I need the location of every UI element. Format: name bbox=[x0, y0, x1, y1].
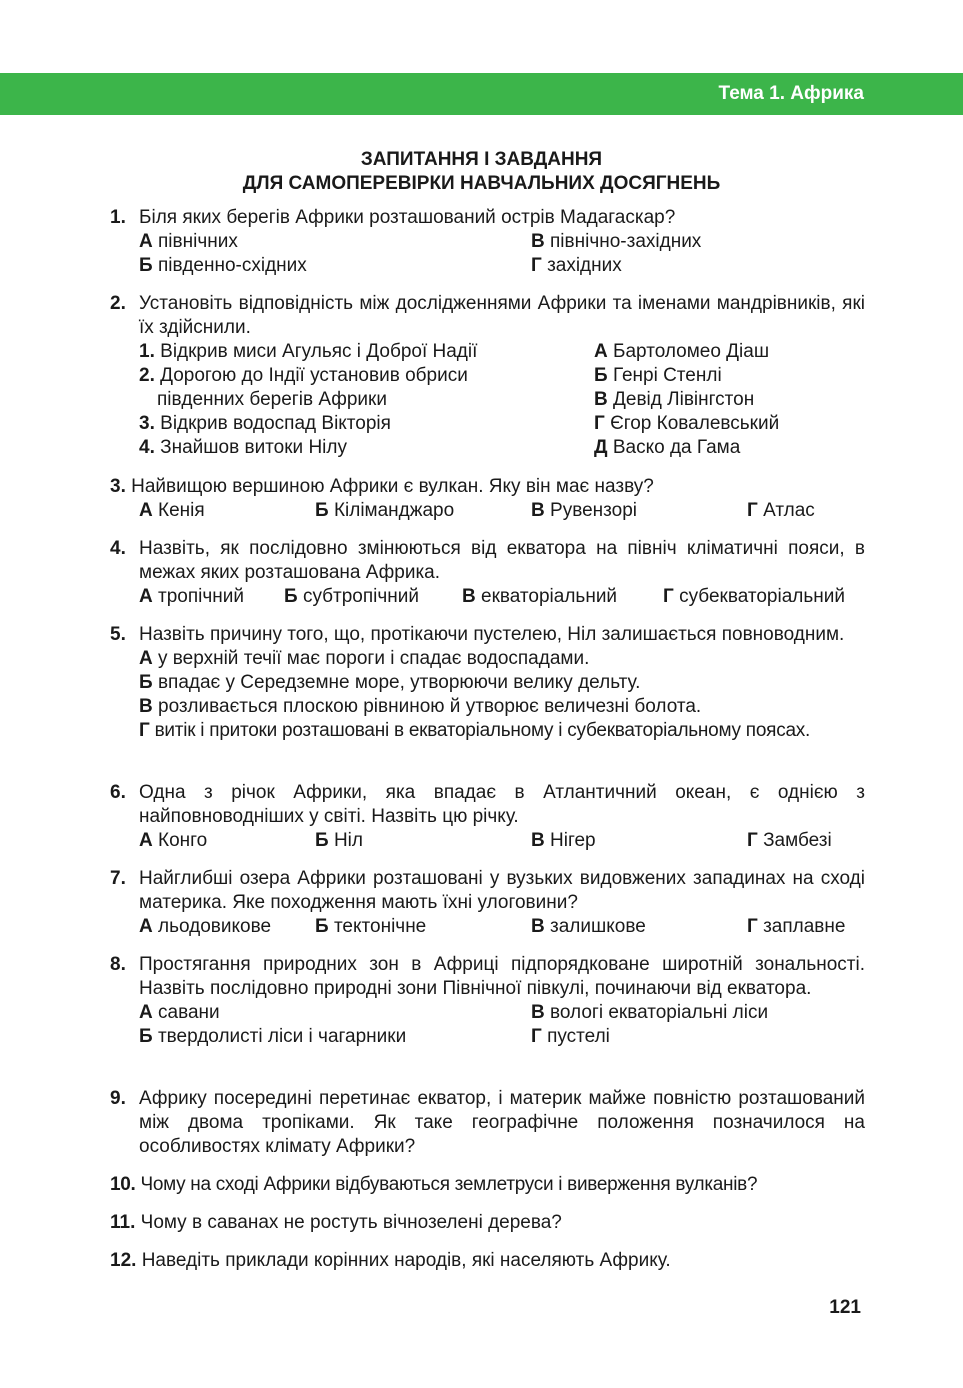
matching-option: А Бартоломео Діаш bbox=[594, 341, 770, 362]
question-text: Найвищою вершиною Африки є вулкан. Яку він має назву? bbox=[131, 476, 654, 497]
matching-option: Б Генрі Стенлі bbox=[594, 365, 722, 386]
matching-table bbox=[139, 340, 865, 460]
answer-option: В північно-західних bbox=[531, 231, 702, 252]
answer-option: Г пустелі bbox=[531, 1026, 610, 1047]
question-text: Назвіть, як послідовно змінюються від екватора на північ кліматичні пояси, в межах яких розташована Африка. bbox=[139, 538, 865, 583]
answer-row bbox=[139, 1001, 865, 1025]
matching-item: 1. Відкрив миси Агульяс і Доброї Надії bbox=[139, 341, 478, 362]
answer-option: Б Кіліманджаро bbox=[315, 500, 455, 521]
answer-row bbox=[139, 585, 865, 609]
question-3 bbox=[110, 475, 865, 523]
question-text: Найглибші озера Африки розташовані у вузьких видовжених западинах на сході материка. Яке походження мають їхні улоговини? bbox=[139, 868, 865, 913]
answer-option: Б твердолисті ліси і чагарники bbox=[139, 1026, 407, 1047]
answer-row bbox=[139, 915, 865, 939]
section-title-line-1: ЗАПИТАННЯ І ЗАВДАННЯ bbox=[360, 149, 603, 170]
question-text: Біля яких берегів Африки розташований острів Мадагаскар? bbox=[139, 207, 676, 228]
answer-option: В розливається плоскою рівниною й утворює величезні болота. bbox=[139, 696, 702, 717]
answer-row bbox=[139, 254, 865, 278]
answer-option: А Конго bbox=[139, 830, 208, 851]
answer-option: Б тектонічне bbox=[315, 916, 427, 937]
question-number: 1. bbox=[110, 207, 126, 228]
page-number: 121 bbox=[829, 1297, 861, 1318]
question-2 bbox=[110, 292, 865, 460]
question-text: Наведіть приклади корінних народів, які населяють Африку. bbox=[141, 1250, 671, 1271]
answer-option: А льодовикове bbox=[139, 916, 272, 937]
matching-left-column bbox=[139, 340, 519, 460]
question-number: 7. bbox=[110, 868, 126, 889]
answer-option: А тропічний bbox=[139, 586, 244, 607]
answer-row bbox=[139, 1025, 865, 1049]
answer-option: В Нігер bbox=[531, 830, 596, 851]
section-title-line-2: ДЛЯ САМОПЕРЕВІРКИ НАВЧАЛЬНИХ ДОСЯГНЕНЬ bbox=[242, 173, 721, 194]
question-text: Простягання природних зон в Африці підпорядковане широтній зональності. Назвіть послідовно природні зони Північної півкулі, починаючи від екватора. bbox=[139, 954, 865, 999]
question-number: 12. bbox=[110, 1250, 137, 1271]
matching-item: 3. Відкрив водоспад Вікторія bbox=[139, 413, 391, 434]
matching-right-column bbox=[594, 340, 894, 460]
answer-option: А Кенія bbox=[139, 500, 205, 521]
question-number: 9. bbox=[110, 1088, 126, 1109]
answer-option: А у верхній течії має пороги і спадає водоспадами. bbox=[139, 648, 590, 669]
answer-option: Г субекваторіальний bbox=[663, 586, 845, 607]
matching-item: 2. Дорогою до Індії установив обриси bbox=[139, 365, 468, 386]
chapter-title: Тема 1. Африка bbox=[718, 83, 864, 104]
answer-option: Г Замбезі bbox=[747, 830, 832, 851]
question-number: 3. bbox=[110, 476, 126, 497]
chapter-header-bar bbox=[0, 73, 963, 115]
answer-option: Б впадає у Середземне море, утворюючи велику дельту. bbox=[139, 672, 641, 693]
answer-option: В вологі екваторіальні ліси bbox=[531, 1002, 769, 1023]
answer-row bbox=[139, 829, 865, 853]
section-title bbox=[0, 148, 963, 196]
question-number: 10. bbox=[110, 1174, 136, 1195]
question-7 bbox=[110, 867, 865, 939]
answer-option: В залишкове bbox=[531, 916, 646, 937]
answer-option: В екваторіальний bbox=[462, 586, 618, 607]
question-1 bbox=[110, 206, 865, 278]
answer-option: Г витік і притоки розташовані в екваторіальному і субекваторіальному поясах. bbox=[139, 720, 811, 741]
answer-list bbox=[139, 647, 865, 743]
question-number: 8. bbox=[110, 954, 126, 975]
question-12 bbox=[110, 1249, 865, 1273]
question-text: Одна з річок Африки, яка впадає в Атлантичний океан, є однією з найповноводніших у світі. Назвіть цю річку. bbox=[139, 782, 865, 827]
question-number: 4. bbox=[110, 538, 126, 559]
answer-option: Б південно-східних bbox=[139, 255, 307, 276]
answer-option: Б субтропічний bbox=[284, 586, 419, 607]
answer-option: Г Атлас bbox=[747, 500, 815, 521]
question-text: Установіть відповідність між дослідженнями Африки та іменами мандрівників, які їх здійснили. bbox=[139, 293, 865, 338]
question-11 bbox=[110, 1211, 865, 1235]
matching-option: В Девід Лівінгстон bbox=[594, 389, 755, 410]
answer-option: А савани bbox=[139, 1002, 220, 1023]
question-4 bbox=[110, 537, 865, 609]
question-text: Чому на сході Африки відбуваються землетруси і виверження вулканів? bbox=[140, 1174, 758, 1195]
answer-option: В Рувензорі bbox=[531, 500, 637, 521]
answer-row bbox=[139, 499, 865, 523]
matching-option: Д Васко да Гама bbox=[594, 437, 741, 458]
question-6 bbox=[110, 781, 865, 853]
answer-option: Б Ніл bbox=[315, 830, 363, 851]
matching-item-continuation: південних берегів Африки bbox=[157, 389, 387, 410]
question-8 bbox=[110, 953, 865, 1049]
question-9 bbox=[110, 1087, 865, 1159]
question-number: 6. bbox=[110, 782, 126, 803]
question-number: 11. bbox=[110, 1212, 136, 1233]
matching-option: Г Єгор Ковалевський bbox=[594, 413, 780, 434]
question-number: 5. bbox=[110, 624, 126, 645]
answer-row bbox=[139, 230, 865, 254]
answer-option: Г заплавне bbox=[747, 916, 846, 937]
matching-item: 4. Знайшов витоки Нілу bbox=[139, 437, 347, 458]
question-number: 2. bbox=[110, 293, 126, 314]
question-10 bbox=[110, 1173, 865, 1197]
question-text: Чому в саванах не ростуть вічнозелені дерева? bbox=[140, 1212, 562, 1233]
question-text: Африку посередині перетинає екватор, і материк майже повністю розташований між двома тропіками. Як таке географічне положення позначилося на особливостях клімату Африки? bbox=[139, 1088, 865, 1157]
question-5 bbox=[110, 623, 865, 743]
question-text: Назвіть причину того, що, протікаючи пустелею, Ніл залишається повноводним. bbox=[139, 624, 845, 645]
answer-option: Г західних bbox=[531, 255, 622, 276]
answer-option: А північних bbox=[139, 231, 238, 252]
